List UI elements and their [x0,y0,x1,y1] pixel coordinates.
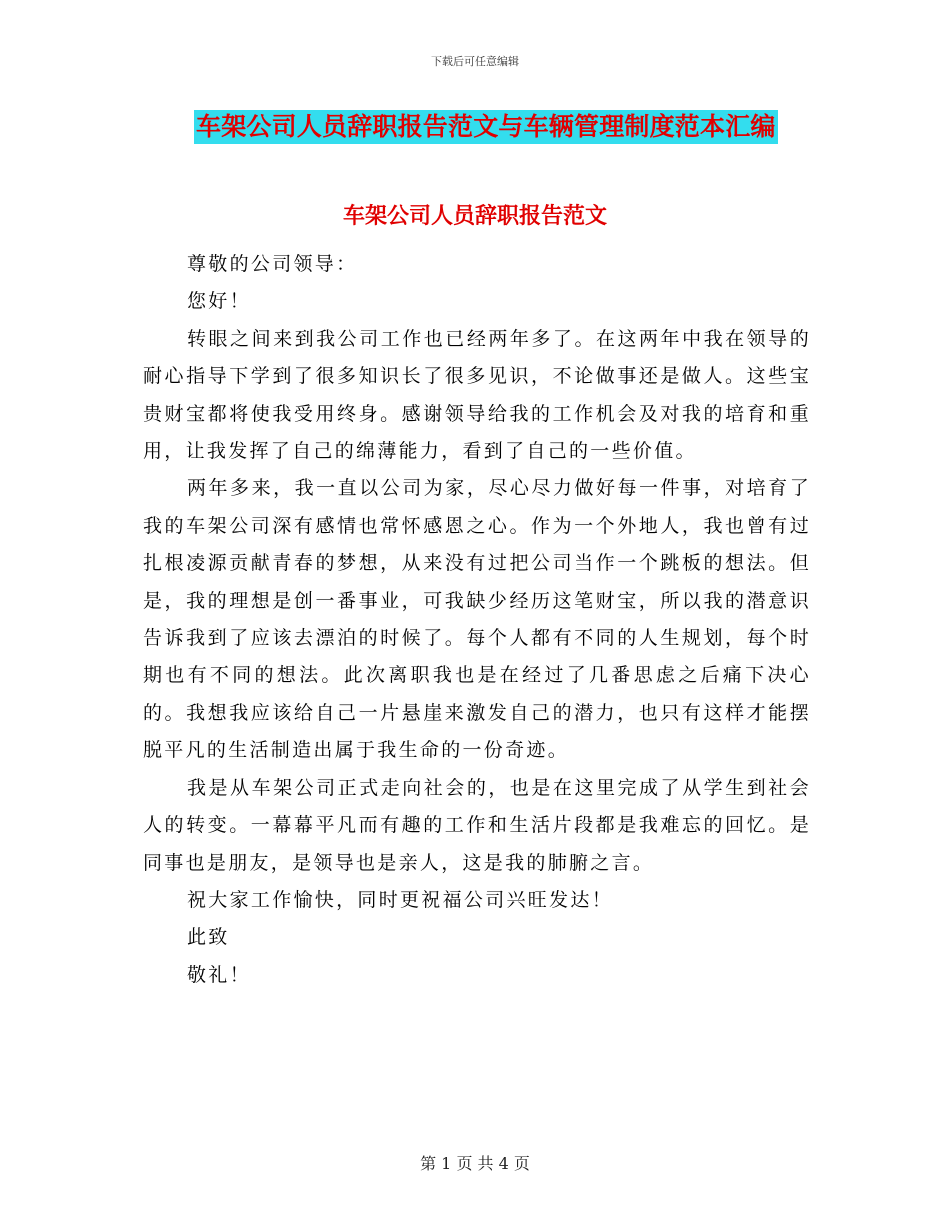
page-number: 第 1 页 共 4 页 [420,1154,530,1173]
paragraph: 两年多来，我一直以公司为家，尽心尽力做好每一件事，对培育了我的车架公司深有感情也常怀感恩之心。作为一个外地人，我也曾有过扎根凌源贡献青春的梦想，从来没有过把公司当作一个跳板的想法。但是，我的理想是创一番事业，可我缺少经历这笔财宝，所以我的潜意识告诉我到了应该去漂泊的时候了。每个人都有不同的人生规划，每个时期也有不同的想法。此次离职我也是在经过了几番思虑之后痛下决心的。我想我应该给自己一片悬崖来激发自己的潜力，也只有这样才能摆脱平凡的生活制造出属于我生命的一份奇迹。 [143,477,811,762]
greeting: 您好！ [187,290,251,313]
document-title: 车架公司人员辞职报告范文与车辆管理制度范本汇编 [194,110,778,144]
section-title: 车架公司人员辞职报告范文 [342,203,607,229]
closing-wish: 祝大家工作愉快，同时更祝福公司兴旺发达！ [187,888,614,911]
header-note: 下载后可任意编辑 [431,55,519,68]
paragraph: 转眼之间来到我公司工作也已经两年多了。在这两年中我在领导的耐心指导下学到了很多知识长了很多见识，不论做事还是做人。这些宝贵财宝都将使我受用终身。感谢领导给我的工作机会及对我的培育和重用，让我发挥了自己的绵薄能力，看到了自己的一些价值。 [143,327,811,463]
closing: 此致 [187,926,230,949]
letter-body [143,246,811,994]
closing-regards: 敬礼！ [187,963,251,986]
salutation: 尊敬的公司领导： [187,253,358,275]
paragraph: 我是从车架公司正式走向社会的，也是在这里完成了从学生到社会人的转变。一幕幕平凡而有趣的工作和生活片段都是我难忘的回忆。是同事也是朋友，是领导也是亲人，这是我的肺腑之言。 [143,776,811,874]
